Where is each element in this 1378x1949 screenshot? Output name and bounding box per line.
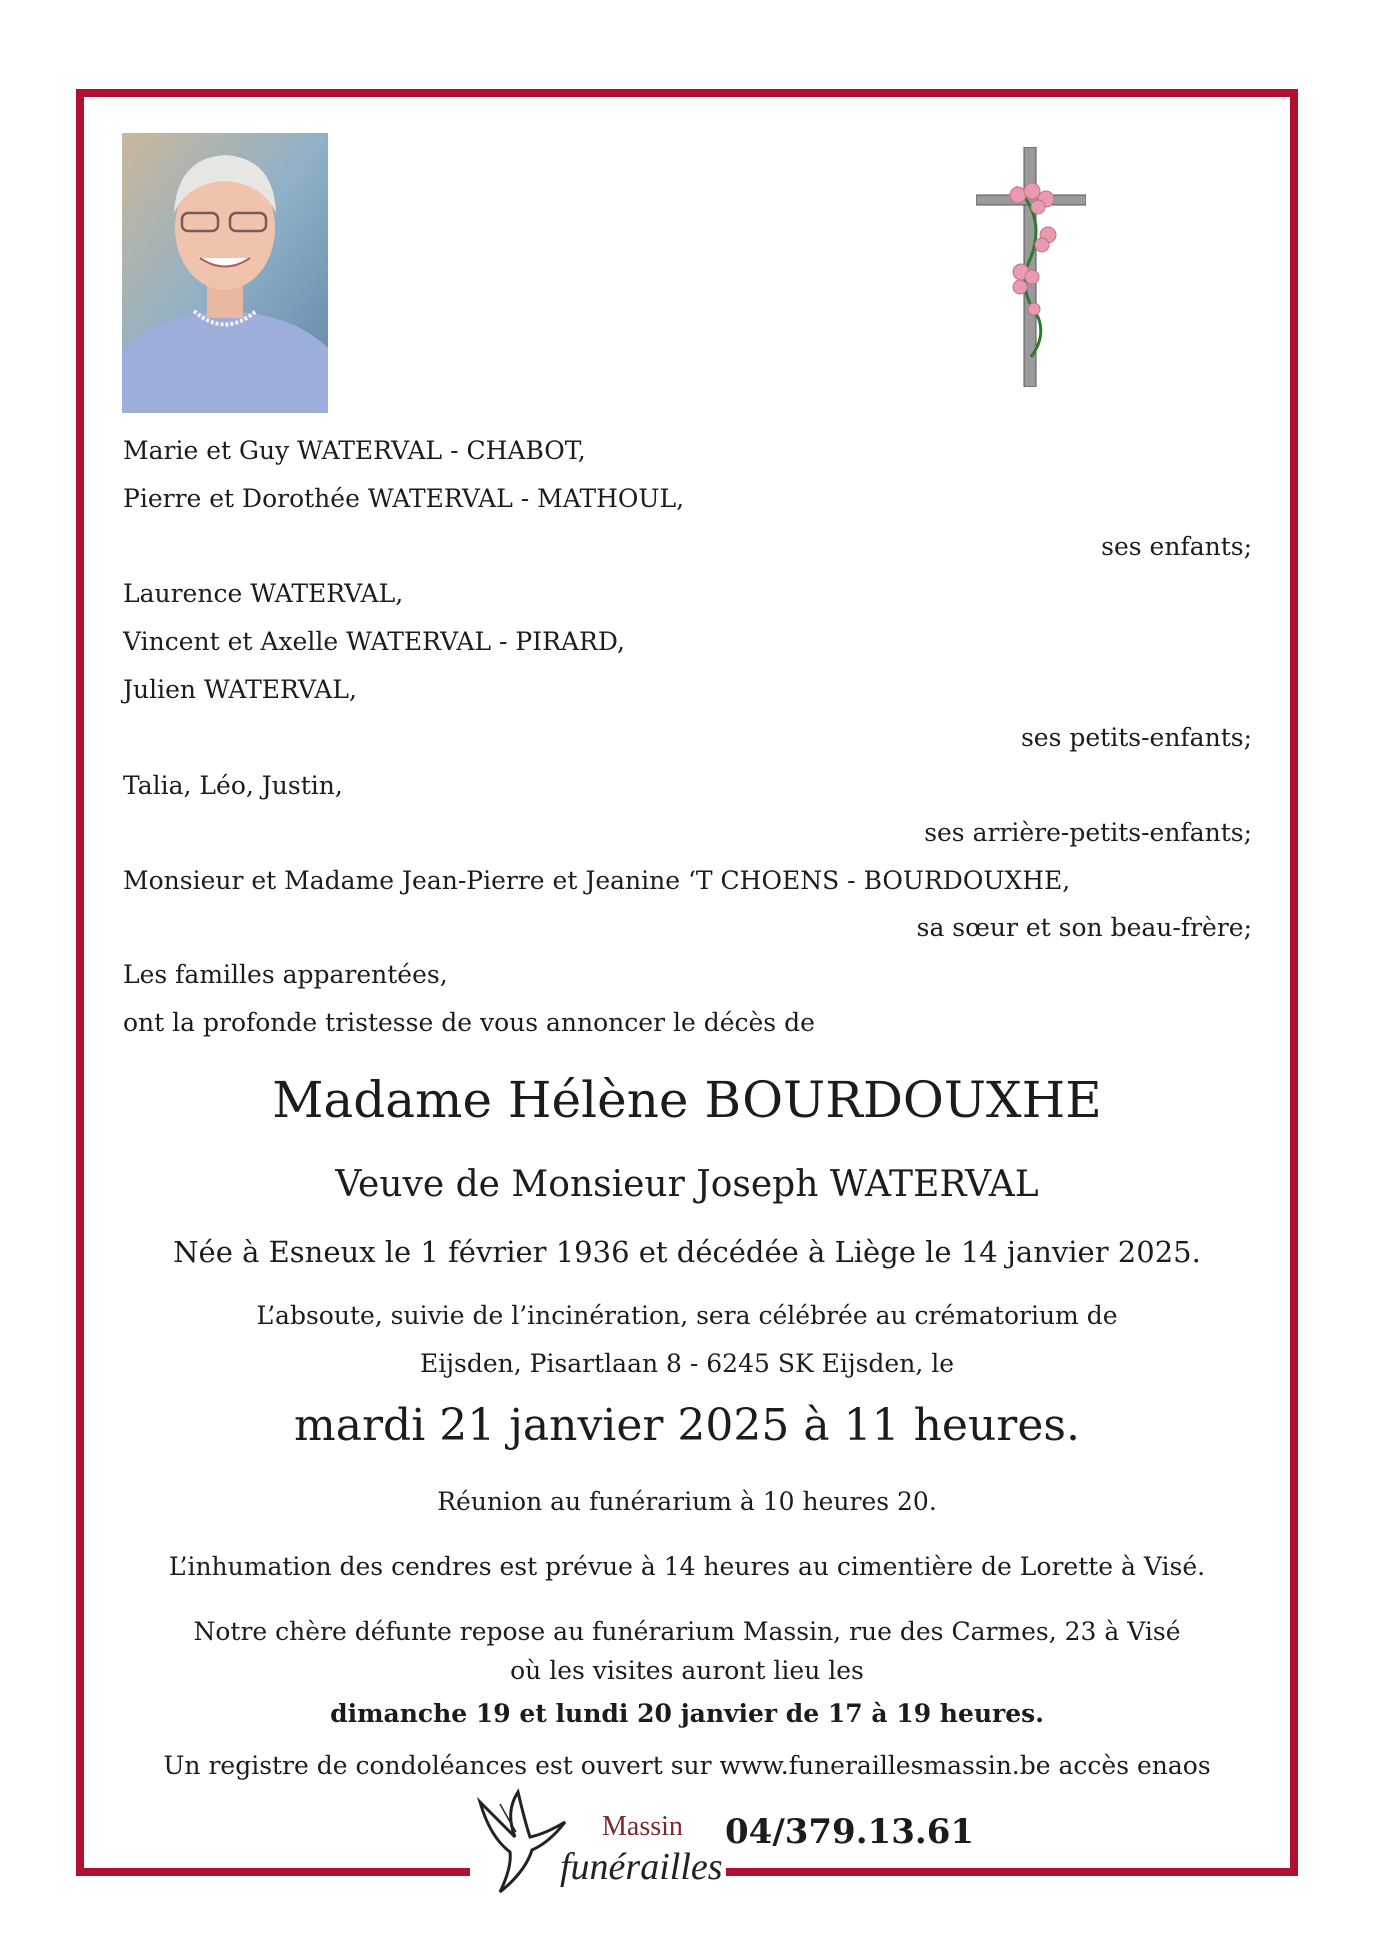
grandchildren-line-2: Vincent et Axelle WATERVAL - PIRARD, <box>123 627 625 656</box>
ceremony-line-1: L’absoute, suivie de l’incinération, sera célébrée au crématorium de <box>256 1301 1118 1330</box>
logo-brand: Massin <box>602 1811 683 1842</box>
burial-line: L’inhumation des cendres est prévue à 14 heures au cimentière de Lorette à Visé. <box>168 1552 1206 1581</box>
grandchildren-label: ses petits-enfants; <box>1020 723 1252 752</box>
visits-line: dimanche 19 et lundi 20 janvier de 17 à 19 heures. <box>330 1699 1044 1728</box>
children-line-2: Pierre et Dorothée WATERVAL - MATHOUL, <box>123 484 685 513</box>
portrait-photo <box>122 133 328 413</box>
great-grandchildren-line: Talia, Léo, Justin, <box>123 771 343 800</box>
grandchildren-line-1: Laurence WATERVAL, <box>123 579 404 608</box>
grandchildren-line-3: Julien WATERVAL, <box>123 675 357 704</box>
phone-number: 04/379.13.61 <box>725 1812 975 1852</box>
deceased-name: Madame Hélène BOURDOUXHE <box>272 1071 1102 1129</box>
rest-line-1: Notre chère défunte repose au funérarium Massin, rue des Carmes, 23 à Visé <box>193 1617 1181 1646</box>
ceremony-line-2: Eijsden, Pisartlaan 8 - 6245 SK Eijsden, le <box>420 1349 954 1378</box>
meeting-line: Réunion au funérarium à 10 heures 20. <box>437 1487 937 1516</box>
related-families-line: Les familles apparentées, <box>123 960 448 989</box>
great-grandchildren-label: ses arrière-petits-enfants; <box>924 818 1252 847</box>
siblings-label: sa sœur et son beau-frère; <box>916 913 1252 942</box>
announcement-line: ont la profonde tristesse de vous annoncer le décès de <box>123 1008 815 1037</box>
birth-death: Née à Esneux le 1 février 1936 et décédée à Liège le 14 janvier 2025. <box>173 1235 1201 1269</box>
ceremony-datetime: mardi 21 janvier 2025 à 11 heures. <box>294 1400 1080 1451</box>
children-label: ses enfants; <box>1101 532 1252 561</box>
widow-of: Veuve de Monsieur Joseph WATERVAL <box>335 1164 1039 1205</box>
siblings-line: Monsieur et Madame Jean-Pierre et Jeanine ‘T CHOENS - BOURDOUXHE, <box>123 866 1071 895</box>
cross-icon <box>976 147 1086 387</box>
logo-word: funérailles <box>560 1846 723 1888</box>
register-line: Un registre de condoléances est ouvert sur www.funeraillesmassin.be accès enaos <box>163 1751 1211 1780</box>
children-line-1: Marie et Guy WATERVAL - CHABOT, <box>123 436 586 465</box>
rest-line-2: où les visites auront lieu les <box>510 1656 864 1685</box>
